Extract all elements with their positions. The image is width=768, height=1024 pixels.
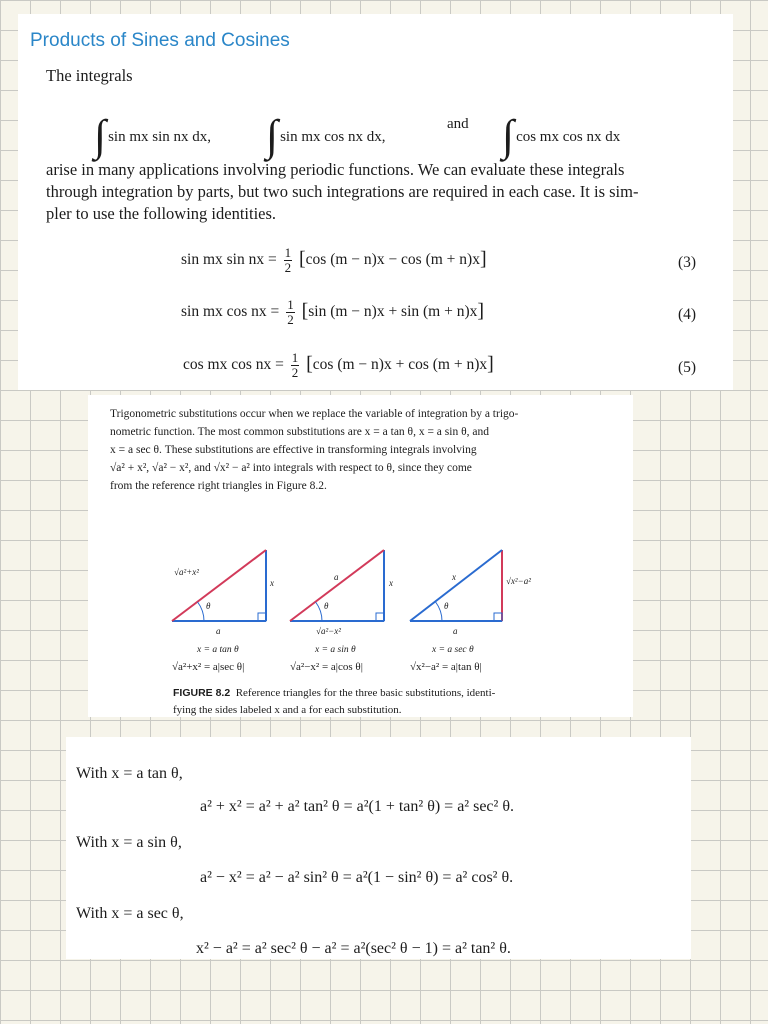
section-title: Products of Sines and Cosines [30,30,290,51]
fraction-numerator: 1 [291,350,299,365]
triangle-base-label: a [453,626,458,636]
triangle-identity: √x²−a² = a|tan θ| [410,661,482,673]
fraction-denominator: 2 [287,312,294,327]
paragraph-line: through integration by parts, but two such integrations are required in each case. It is sim- [46,182,639,201]
right-angle-marker [376,613,384,621]
fraction-denominator: 2 [291,365,299,380]
bracket-close: ] [487,353,494,376]
identity-rhs: sin (m − n)x + sin (m + n)x [308,303,478,321]
triangle-side-label: √x²−a² [506,576,531,586]
paragraph-line: nometric function. The most common substitutions are x = a tan θ, x = a sin θ, and [110,426,489,438]
triangle-sec [410,550,502,621]
triangle-angle-label: θ [444,601,449,611]
identity-rhs: cos (m − n)x − cos (m + n)x [305,251,480,269]
angle-arc [198,602,204,621]
paragraph-line: from the reference right triangles in Figure 8.2. [110,480,327,492]
substitution-equation: x² − a² = a² sec² θ − a² = a²(sec² θ − 1) = a² tan² θ. [196,940,511,957]
triangle-hypotenuse-label: a [334,572,339,582]
paragraph-line: Trigonometric substitutions occur when we replace the variable of integration by a trigo- [110,408,519,420]
substitution-lead: With x = a sec θ, [76,905,184,922]
integral-sign: ∫ [266,111,279,160]
triangle-angle-label: θ [324,601,329,611]
caption-line: Reference triangles for the three basic substitutions, identi- [235,687,496,699]
triangle-identity: √a²−x² = a|cos θ| [290,661,363,673]
bracket-close: ] [477,300,485,323]
intro-text: The integrals [46,66,133,85]
triangle-hypotenuse [290,550,384,621]
triangle-side-label: x [389,578,393,588]
figure-label: FIGURE 8.2 [173,687,231,699]
triangle-tan [172,550,266,621]
substitution-lead: With x = a sin θ, [76,834,182,851]
angle-arc [316,602,322,621]
right-angle-marker [494,613,502,621]
triangle-hypotenuse-label: √a²+x² [174,567,199,577]
substitution-label: x = a sin θ [315,645,356,655]
identity-lhs: sin mx sin nx = [181,251,277,269]
integral-1-body: sin mx sin nx dx, [108,129,211,145]
integral-sign: ∫ [502,111,515,160]
triangle-identity: √a²+x² = a|sec θ| [172,661,245,673]
substitution-equation: a² − x² = a² − a² sin² θ = a²(1 − sin² θ) = a² cos² θ. [200,869,514,886]
integral-sign: ∫ [94,111,107,160]
fraction-numerator: 1 [287,297,294,312]
identity-rhs: cos (m − n)x + cos (m + n)x [312,356,488,374]
substitution-label: x = a sec θ [432,645,474,655]
bracket-open: [ [301,300,309,323]
paragraph-line: pler to use the following identities. [46,204,277,223]
identity-lhs: sin mx cos nx = [181,303,280,321]
substitution-label: x = a tan θ [197,645,239,655]
paragraph-line: x = a sec θ. These substitutions are effective in transforming integrals involving [110,444,477,456]
triangle-side-label: x [270,578,274,588]
integral-conjunction: and [447,116,469,132]
equation-number: (5) [678,359,697,376]
triangle-hypotenuse-label: x [452,572,456,582]
bracket-open: [ [306,353,313,376]
right-angle-marker [258,613,266,621]
triangle-base-label: √a²−x² [316,626,341,636]
substitution-lead: With x = a tan θ, [76,765,183,782]
equation-number: (3) [678,254,697,271]
fraction-numerator: 1 [284,245,292,260]
triangle-angle-label: θ [206,601,211,611]
paragraph-line: √a² + x², √a² − x², and √x² − a² into integrals with respect to θ, since they come [110,462,472,474]
angle-arc [436,602,442,621]
triangle-base-label: a [216,626,221,636]
identity-lhs: cos mx cos nx = [183,356,284,374]
equation-number: (4) [678,306,697,323]
bracket-open: [ [298,248,306,271]
triangle-hypotenuse [172,550,266,621]
integral-3-body: cos mx cos nx dx [516,129,621,145]
fraction-denominator: 2 [284,260,292,275]
triangle-hypotenuse [410,550,502,621]
triangle-sin [290,550,384,621]
figure-caption [173,687,495,699]
paragraph-line: arise in many applications involving periodic functions. We can evaluate these integrals [46,160,625,179]
integral-2-body: sin mx cos nx dx, [280,129,386,145]
substitution-equation: a² + x² = a² + a² tan² θ = a²(1 + tan² θ) = a² sec² θ. [200,798,514,815]
bracket-close: ] [479,248,487,271]
caption-line: fying the sides labeled x and a for each substitution. [173,704,402,716]
